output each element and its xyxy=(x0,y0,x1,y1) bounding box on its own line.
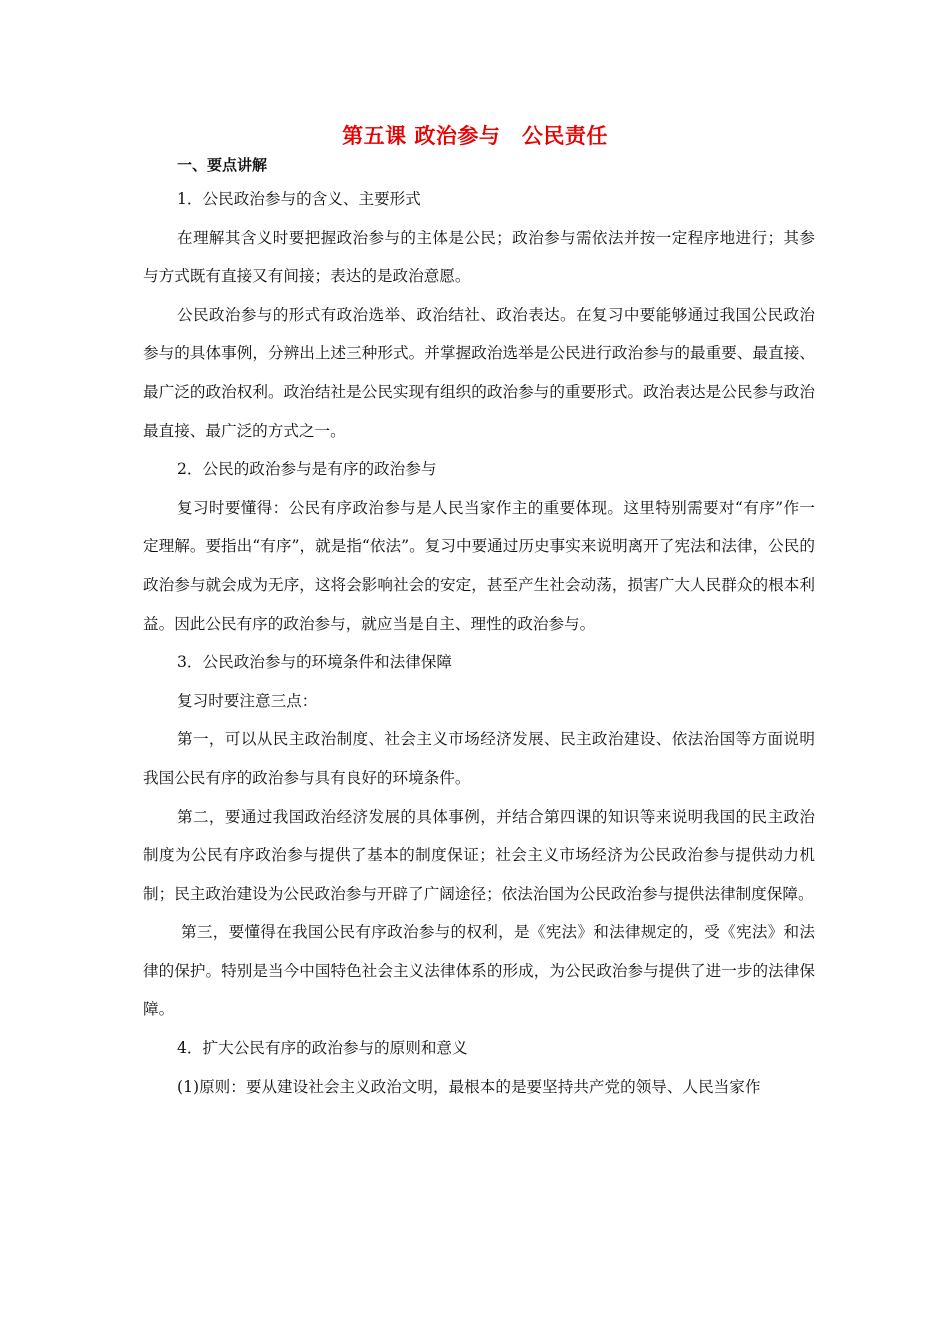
paragraph: 第三，要懂得在我国公民有序政治参与的权利，是《宪法》和法律规定的，受《宪法》和法律的保护。特别是当今中国特色社会主义法律体系的形成，为公民政治参与提供了进一步的法律保障。 xyxy=(143,923,815,1019)
subheading-1: 1．公民政治参与的含义、主要形式 xyxy=(177,190,421,208)
subheading-4: 4．扩大公民有序的政治参与的原则和意义 xyxy=(177,1039,468,1058)
document-body xyxy=(143,180,815,1106)
paragraph: 第一，可以从民主政治制度、社会主义市场经济发展、民主政治建设、依法治国等方面说明我国公民有序的政治参与具有良好的环境条件。 xyxy=(143,730,815,787)
subheading-2: 2．公民的政治参与是有序的政治参与 xyxy=(177,460,437,479)
section-heading: 一、要点讲解 xyxy=(177,156,268,174)
paragraph: 复习时要懂得：公民有序政治参与是人民当家作主的重要体现。这里特别需要对“有序”作一定理解。要指出“有序”，就是指“依法”。复习中要通过历史事实来说明离开了宪法和法律，公民的政治参与就会成为无序，这将会影响社会的安定，甚至产生社会动荡，损害广大人民群众的根本利益。因此公民有序的政治参与，就应当是自主、理性的政治参与。 xyxy=(143,498,815,633)
document-title: 第五课 政治参与 公民责任 xyxy=(342,124,608,148)
paragraph: 公民政治参与的形式有政治选举、政治结社、政治表达。在复习中要能够通过我国公民政治参与的具体事例，分辨出上述三种形式。并掌握政治选举是公民进行政治参与的最重要、最直接、最广泛的政治权利。政治结社是公民实现有组织的政治参与的重要形式。政治表达是公民参与政治最直接、最广泛的方式之一。 xyxy=(143,305,815,440)
paragraph: 复习时要注意三点： xyxy=(177,691,318,710)
paragraph: 在理解其含义时要把握政治参与的主体是公民；政治参与需依法并按一定程序地进行；其参与方式既有直接又有间接；表达的是政治意愿。 xyxy=(143,228,815,286)
paragraph: (1)原则：要从建设社会主义政治文明，最根本的是要坚持共产党的领导、人民当家作 xyxy=(177,1077,761,1096)
paragraph: 第二，要通过我国政治经济发展的具体事例，并结合第四课的知识等来说明我国的民主政治制度为公民有序政治参与提供了基本的制度保证；社会主义市场经济为公民政治参与提供动力机制；民主政治建设为公民政治参与开辟了广阔途径；依法治国为公民政治参与提供法律制度保障。 xyxy=(143,807,815,903)
subheading-3: 3．公民政治参与的环境条件和法律保障 xyxy=(177,653,453,672)
